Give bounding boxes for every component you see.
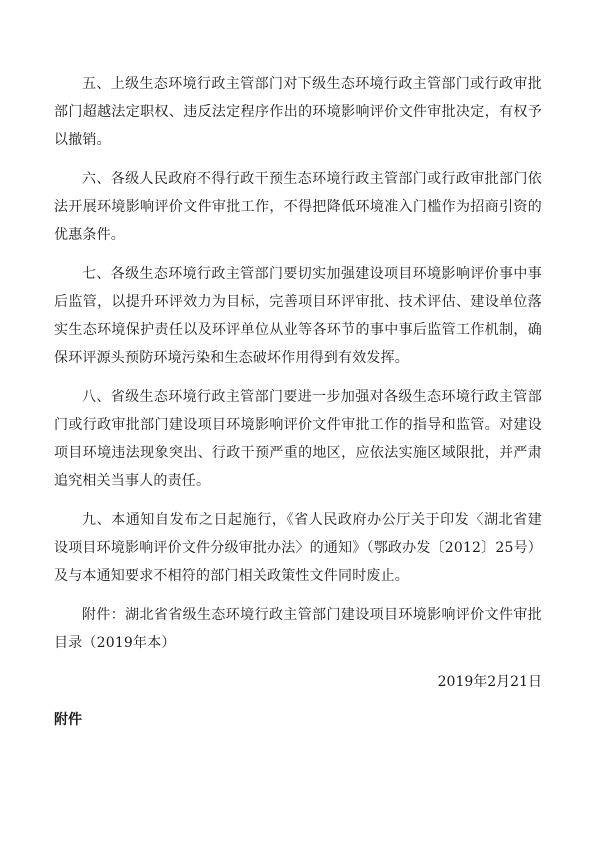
paragraph-7: 七、各级生态环境行政主管部门要切实加强建设项目环境影响评价事中事后监管，以提升环评效力为目标，完善项目环评审批、技术评估、建设单位落实生态环境保护责任以及环评单位从业等各环节的事中事后监管工作机制，确保环评源头预防环境污染和生态破坏作用得到有效发挥。 (54, 266, 542, 366)
paragraph-8: 八、省级生态环境行政主管部门要进一步加强对各级生态环境行政主管部门或行政审批部门建设项目环境影响评价文件审批工作的指导和监管。对建设项目环境违法现象突出、行政干预严重的地区，应依法实施区域限批，并严肃追究相关当事人的责任。 (54, 389, 542, 489)
attachment-heading: 附件 (54, 712, 82, 728)
issue-date: 2019年2月21日 (437, 674, 542, 690)
paragraph-5: 五、上级生态环境行政主管部门对下级生态环境行政主管部门或行政审批部门超越法定职权、违反法定程序作出的环境影响评价文件审批决定，有权予以撤销。 (54, 76, 542, 148)
attachment-note: 附件：湖北省省级生态环境行政主管部门建设项目环境影响评价文件审批目录（2019年本） (54, 607, 542, 651)
document-body (54, 70, 542, 734)
paragraph-9: 九、本通知自发布之日起施行，《省人民政府办公厅关于印发〈湖北省建设项目环境影响评价文件分级审批办法〉的通知》（鄂政办发〔2012〕25号）及与本通知要求不相符的部门相关政策性文件同时废止。 (54, 512, 542, 584)
paragraph-6: 六、各级人民政府不得行政干预生态环境行政主管部门或行政审批部门依法开展环境影响评价文件审批工作，不得把降低环境准入门槛作为招商引资的优惠条件。 (54, 171, 542, 243)
